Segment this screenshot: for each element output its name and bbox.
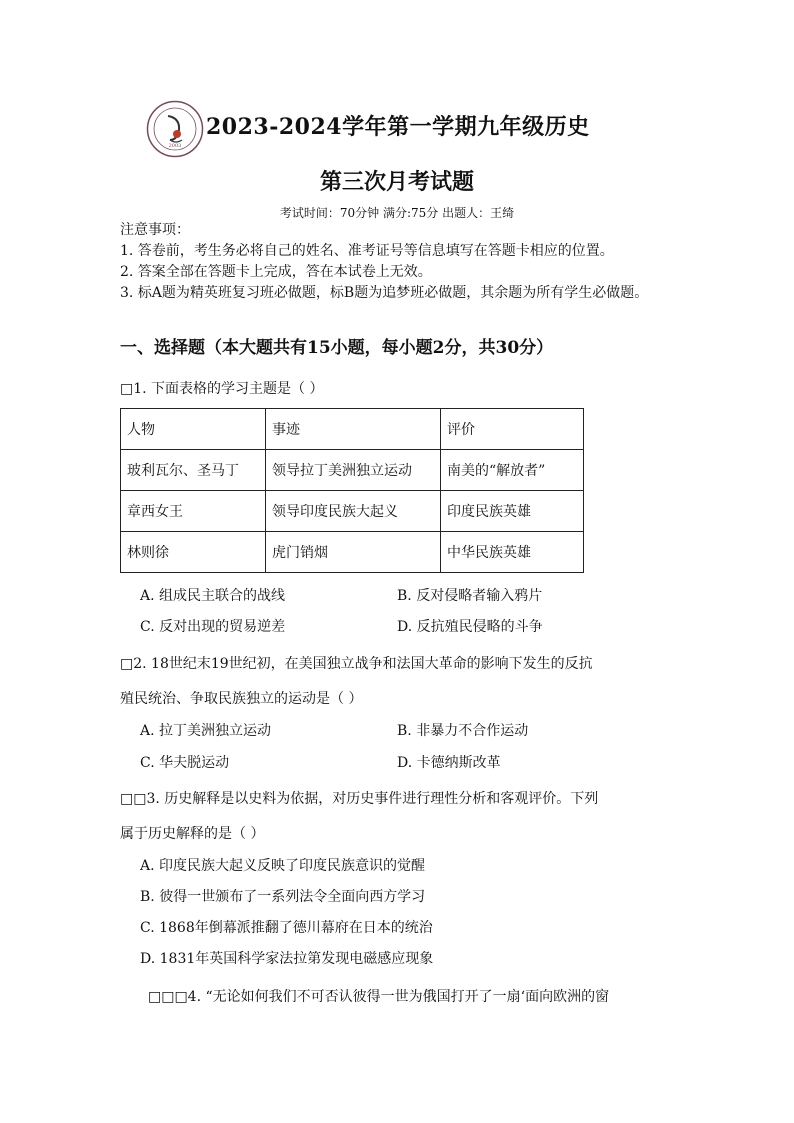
question-1-option-c: C. 反对出现的贸易逆差 bbox=[140, 619, 286, 635]
table-header-cell: 评价 bbox=[441, 409, 584, 450]
section-heading: 一、选择题（本大题共有15小题，每小题2分，共30分） bbox=[120, 338, 554, 358]
table-row bbox=[121, 450, 584, 491]
table-cell: 领导印度民族大起义 bbox=[266, 491, 441, 532]
question-1-option-b: B. 反对侵略者输入鸦片 bbox=[397, 588, 543, 604]
table-cell: 章西女王 bbox=[121, 491, 266, 532]
notes-item: 1. 答卷前，考生务必将自己的姓名、准考证号等信息填写在答题卡相应的位置。 bbox=[120, 243, 614, 259]
question-3-option-a: A. 印度民族大起义反映了印度民族意识的觉醒 bbox=[140, 858, 426, 874]
question-3-option-b: B. 彼得一世颁布了一系列法令全面向西方学习 bbox=[140, 889, 426, 905]
notes-heading: 注意事项： bbox=[120, 222, 190, 238]
notes-item: 2. 答案全部在答题卡上完成，答在本试卷上无效。 bbox=[120, 264, 432, 280]
question-2-option-c: C. 华夫脱运动 bbox=[140, 755, 230, 771]
question-1-stem: □1. 下面表格的学习主题是（ ） bbox=[120, 381, 324, 397]
table-cell: 林则徐 bbox=[121, 532, 266, 573]
question-2-stem: □2. 18世纪末19世纪初，在美国独立战争和法国大革命的影响下发生的反抗 bbox=[120, 656, 593, 672]
table-row bbox=[121, 532, 584, 573]
notes-block bbox=[120, 220, 680, 304]
school-logo bbox=[146, 100, 204, 158]
table-cell: 虎门销烟 bbox=[266, 532, 441, 573]
question-1-option-a: A. 组成民主联合的战线 bbox=[140, 588, 286, 604]
table-header-cell: 人物 bbox=[121, 409, 266, 450]
table-cell: 领导拉丁美洲独立运动 bbox=[266, 450, 441, 491]
question-1-table bbox=[120, 408, 584, 573]
table-cell: 中华民族英雄 bbox=[441, 532, 584, 573]
question-2-stem-cont: 殖民统治、争取民族独立的运动是（ ） bbox=[120, 691, 363, 707]
exam-meta: 考试时间：70分钟 满分:75分 出题人：王绮 bbox=[279, 206, 515, 220]
table-header-row bbox=[121, 409, 584, 450]
question-2-option-b: B. 非暴力不合作运动 bbox=[397, 723, 529, 739]
question-4-stem: □□□4. “无论如何我们不可否认彼得一世为俄国打开了一扇‘面向欧洲的窗 bbox=[148, 989, 610, 1005]
logo-year: 2003 bbox=[168, 143, 182, 149]
question-3-stem-cont: 属于历史解释的是（ ） bbox=[120, 826, 265, 842]
question-2-option-d: D. 卡德纳斯改革 bbox=[397, 755, 501, 771]
table-cell: 南美的“解放者” bbox=[441, 450, 584, 491]
question-3-stem: □□3. 历史解释是以史料为依据，对历史事件进行理性分析和客观评价。下列 bbox=[120, 791, 599, 807]
exam-subtitle: 第三次月考试题 bbox=[319, 169, 474, 195]
table-header-cell: 事迹 bbox=[266, 409, 441, 450]
notes-item: 3. 标A题为精英班复习班必做题，标B题为追梦班必做题，其余题为所有学生必做题。 bbox=[120, 285, 649, 301]
table-cell: 印度民族英雄 bbox=[441, 491, 584, 532]
exam-title: 2023-2024学年第一学期九年级历史 bbox=[206, 114, 590, 140]
question-3-option-c: C. 1868年倒幕派推翻了德川幕府在日本的统治 bbox=[140, 920, 433, 936]
table-cell: 玻利瓦尔、圣马丁 bbox=[121, 450, 266, 491]
question-1-option-d: D. 反抗殖民侵略的斗争 bbox=[397, 619, 543, 635]
question-3-option-d: D. 1831年英国科学家法拉第发现电磁感应现象 bbox=[140, 951, 434, 967]
question-2-option-a: A. 拉丁美洲独立运动 bbox=[140, 723, 272, 739]
table-row bbox=[121, 491, 584, 532]
